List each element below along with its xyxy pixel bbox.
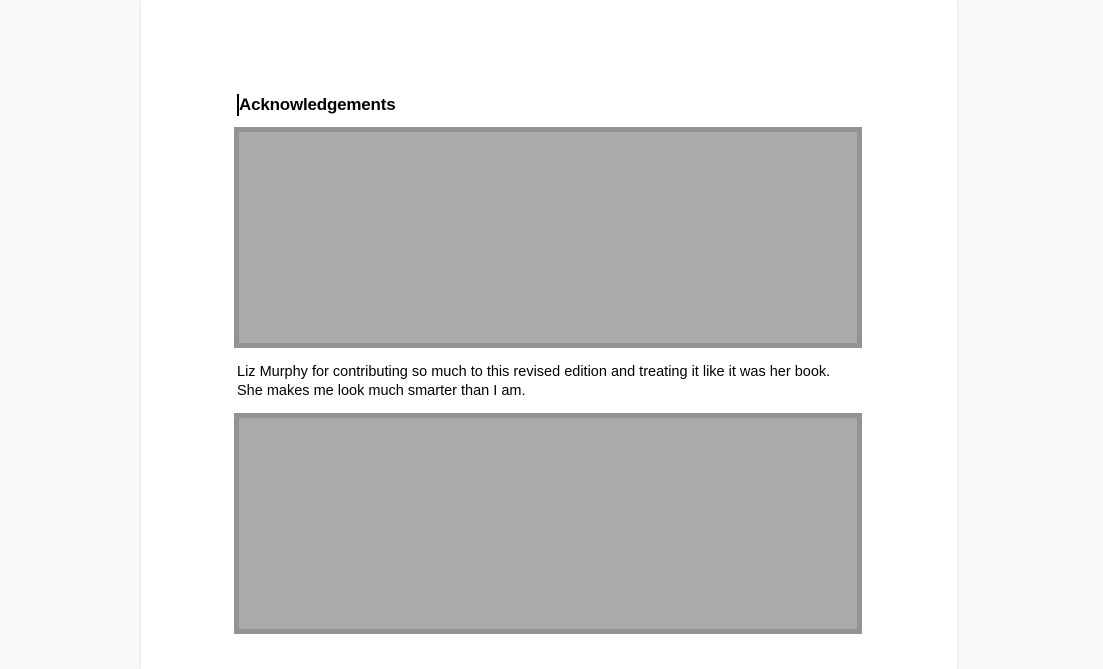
acknowledgements-heading[interactable]: Acknowledgements: [239, 95, 396, 114]
document-page[interactable]: [141, 0, 957, 669]
image-placeholder[interactable]: [234, 413, 862, 634]
paragraph-line: She makes me look much smarter than I am.: [237, 383, 526, 399]
acknowledgement-paragraph[interactable]: [237, 363, 867, 401]
image-placeholder[interactable]: [234, 127, 862, 348]
paragraph-line: Liz Murphy for contributing so much to this revised edition and treating it like it was her book.: [237, 364, 831, 380]
heading-block[interactable]: [237, 93, 395, 117]
